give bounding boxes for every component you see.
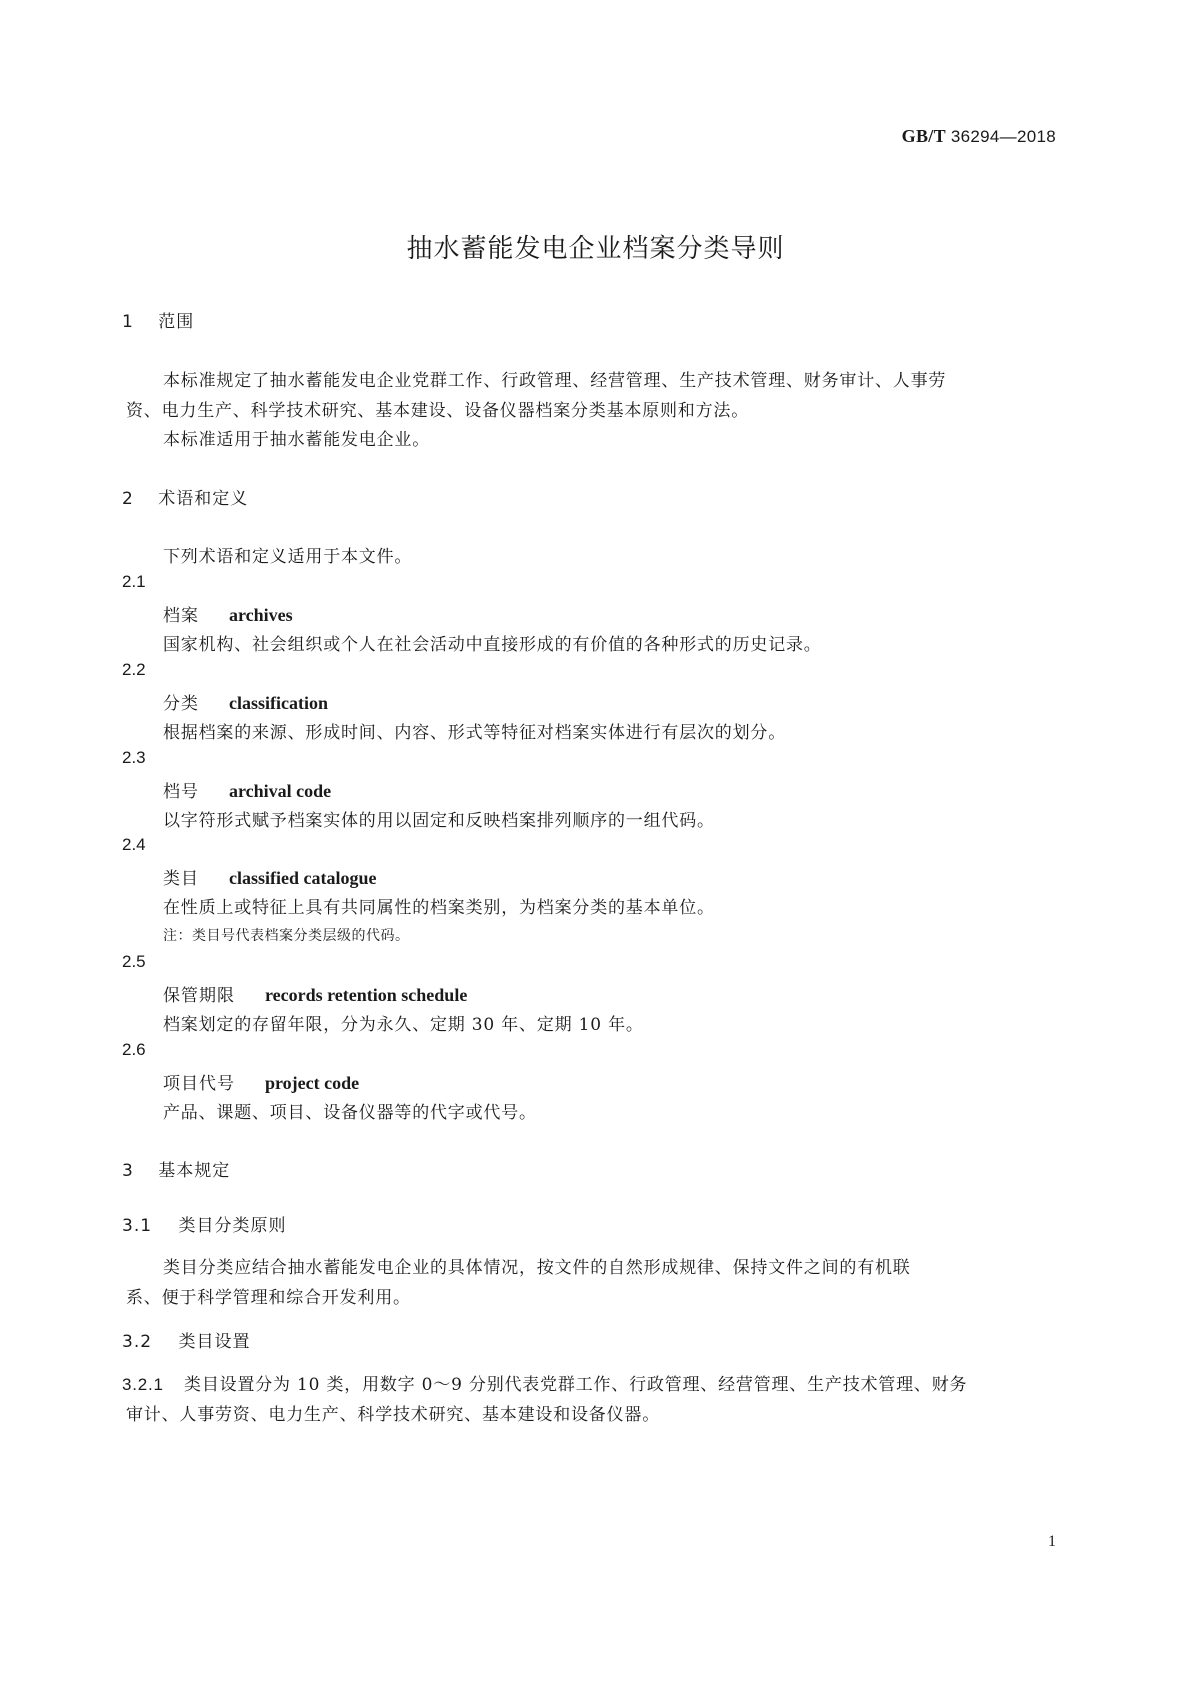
- clause-2-1-number: 2.1: [122, 572, 146, 591]
- section-3-heading: [122, 1156, 230, 1181]
- section-3-1-line-1: 类目分类应结合抽水蓄能发电企业的具体情况，按文件的自然形成规律、保持文件之间的有机联: [163, 1258, 911, 1278]
- section-1-heading: [122, 307, 194, 332]
- section-3-title: 基本规定: [158, 1161, 231, 1181]
- term-2-5-definition: 档案划定的存留年限，分为永久、定期 30 年、定期 10 年。: [163, 1015, 644, 1035]
- section-1-para-1-line-1: 本标准规定了抽水蓄能发电企业党群工作、行政管理、经营管理、生产技术管理、财务审计、人事劳: [163, 371, 947, 391]
- section-3-2-1-line-1: [122, 1370, 967, 1395]
- term-2-2: [163, 689, 328, 714]
- page-number: 1: [1048, 1533, 1056, 1550]
- term-2-3-en: archival code: [229, 781, 332, 801]
- term-2-6-definition: 产品、课题、项目、设备仪器等的代字或代号。: [163, 1103, 537, 1123]
- section-2-title: 术语和定义: [158, 489, 249, 509]
- term-2-4-en: classified catalogue: [229, 868, 377, 888]
- term-2-1-zh: 档案: [163, 606, 199, 626]
- section-3-2-1-text: 类目设置分为 10 类，用数字 0～9 分别代表党群工作、行政管理、经营管理、生产技术管理、财务: [184, 1375, 968, 1395]
- section-3-2-number: 3.2: [122, 1332, 153, 1352]
- section-3-1-heading: [122, 1211, 286, 1236]
- section-2-intro: 下列术语和定义适用于本文件。: [163, 547, 413, 567]
- term-2-1-en: archives: [229, 605, 293, 625]
- clause-2-2-number: 2.2: [122, 660, 146, 679]
- section-3-number: 3: [122, 1161, 134, 1181]
- term-2-3-zh: 档号: [163, 782, 199, 802]
- term-2-3-definition: 以字符形式赋予档案实体的用以固定和反映档案排列顺序的一组代码。: [163, 811, 715, 831]
- term-2-3: [163, 777, 331, 802]
- clause-2-4-number: 2.4: [122, 835, 146, 854]
- term-2-1: [163, 601, 293, 626]
- term-2-5-en: records retention schedule: [265, 985, 468, 1005]
- clause-2-5-number: 2.5: [122, 952, 146, 971]
- term-2-6-zh: 项目代号: [163, 1074, 235, 1094]
- term-2-6: [163, 1069, 359, 1094]
- term-2-6-en: project code: [265, 1073, 360, 1093]
- section-2-heading: [122, 484, 248, 509]
- section-3-1-title: 类目分类原则: [178, 1216, 287, 1236]
- term-2-1-definition: 国家机构、社会组织或个人在社会活动中直接形成的有价值的各种形式的历史记录。: [163, 635, 822, 655]
- section-3-2-1-number: 3.2.1: [122, 1375, 164, 1394]
- section-1-number: 1: [122, 312, 134, 332]
- section-3-1-number: 3.1: [122, 1216, 153, 1236]
- standard-code-prefix: GB/T: [901, 126, 946, 146]
- term-2-2-definition: 根据档案的来源、形成时间、内容、形式等特征对档案实体进行有层次的划分。: [163, 723, 786, 743]
- section-3-1-line-2: 系、便于科学管理和综合开发利用。: [126, 1288, 411, 1308]
- standard-code-number: 36294—2018: [950, 127, 1056, 146]
- section-3-2-title: 类目设置: [178, 1332, 251, 1352]
- section-2-number: 2: [122, 489, 134, 509]
- section-3-2-heading: [122, 1327, 250, 1352]
- term-2-5: [163, 981, 467, 1006]
- section-1-para-1-line-2: 资、电力生产、科学技术研究、基本建设、设备仪器档案分类基本原则和方法。: [126, 401, 749, 421]
- term-2-4-definition: 在性质上或特征上具有共同属性的档案类别，为档案分类的基本单位。: [163, 898, 715, 918]
- term-2-2-en: classification: [229, 693, 328, 713]
- clause-2-3-number: 2.3: [122, 748, 146, 767]
- term-2-5-zh: 保管期限: [163, 986, 235, 1006]
- section-3-2-1-line-2: 审计、人事劳资、电力生产、科学技术研究、基本建设和设备仪器。: [126, 1405, 660, 1425]
- section-1-title: 范围: [158, 312, 195, 332]
- clause-2-6-number: 2.6: [122, 1040, 146, 1059]
- term-2-4: [163, 864, 376, 889]
- document-title: 抽水蓄能发电企业档案分类导则: [406, 234, 785, 264]
- standard-code: [902, 126, 1056, 147]
- term-2-4-note: 注：类目号代表档案分类层级的代码。: [163, 928, 410, 944]
- section-1-para-2: 本标准适用于抽水蓄能发电企业。: [163, 430, 430, 450]
- term-2-4-zh: 类目: [163, 869, 199, 889]
- term-2-2-zh: 分类: [163, 694, 199, 714]
